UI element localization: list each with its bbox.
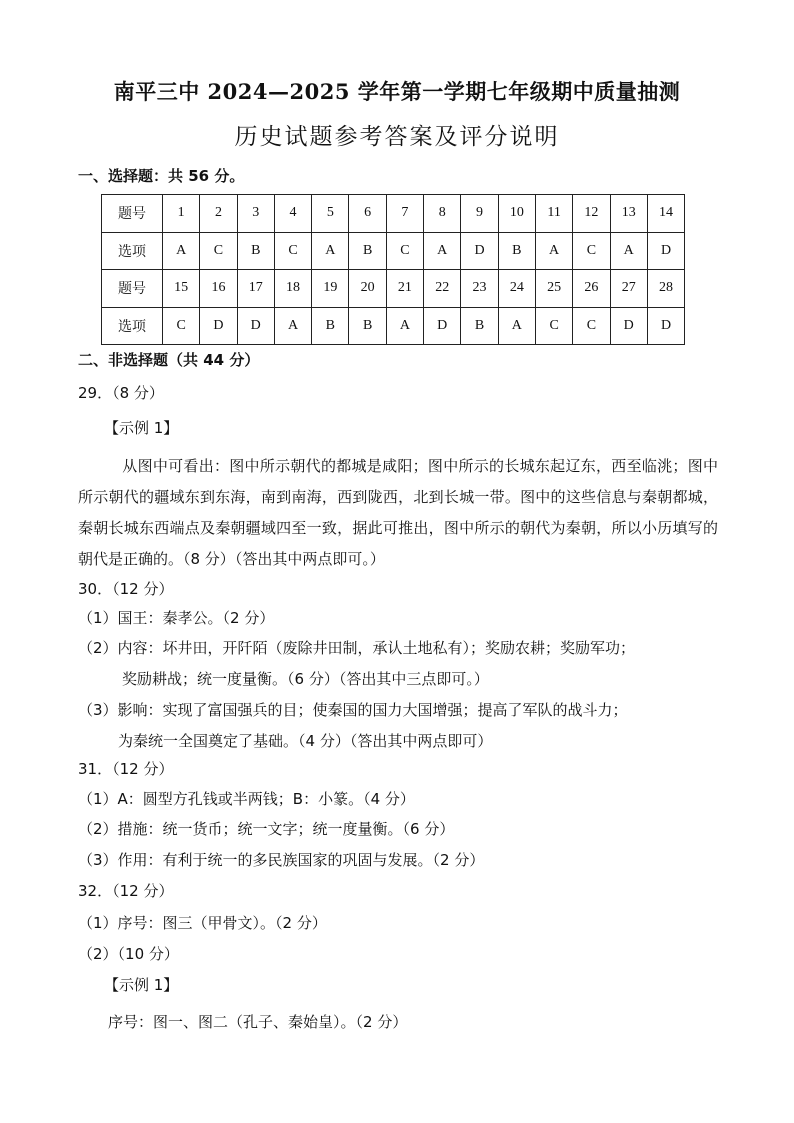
- table-cell: 6: [349, 195, 386, 233]
- table-cell: 15: [163, 270, 200, 308]
- table-cell: A: [312, 232, 349, 270]
- table-cell: 11: [535, 195, 572, 233]
- table-cell: 2: [200, 195, 237, 233]
- table-cell: C: [573, 232, 610, 270]
- table-cell-label: 题号: [102, 195, 163, 233]
- table-cell: 5: [312, 195, 349, 233]
- table-cell: 24: [498, 270, 535, 308]
- table-row: [102, 232, 685, 270]
- table-cell: D: [610, 307, 647, 345]
- table-cell: A: [163, 232, 200, 270]
- document-subtitle: 历史试题参考答案及评分说明: [234, 124, 560, 150]
- table-cell: 8: [424, 195, 461, 233]
- q30-answer-2: （2）内容：坏井田，开阡陌（废除井田制，承认土地私有）；奖励农耕；奖励军功；: [78, 639, 636, 657]
- table-cell: 25: [535, 270, 572, 308]
- q30-answer-1: （1）国王：秦孝公。（2 分）: [78, 609, 275, 627]
- q29-answer-text: 从图中可看出：图中所示朝代的都城是咸阳；图中所示的长城东起辽东，西至临洮；图中所示朝代的疆域东到东海，南到南海，西到陇西，北到长城一带。图中的这些信息与秦朝都城，秦朝长城东西端点及秦朝疆域四至一致，据此可推出，图中所示的朝代为秦朝，所以小历填写的朝代是正确的。（8 分）（答出其中两点即可。）: [78, 457, 718, 568]
- table-cell: C: [274, 232, 311, 270]
- table-cell: 13: [610, 195, 647, 233]
- table-cell-label: 选项: [102, 307, 163, 345]
- answer-table: [101, 194, 685, 345]
- q31-answer-2: （2）措施：统一货币；统一文字；统一度量衡。（6 分）: [78, 820, 455, 838]
- table-row: [102, 270, 685, 308]
- q31-heading: 31．（12 分）: [78, 760, 174, 778]
- table-cell-label: 题号: [102, 270, 163, 308]
- table-cell: 21: [386, 270, 423, 308]
- table-cell: C: [200, 232, 237, 270]
- table-cell: 17: [237, 270, 274, 308]
- table-cell: B: [461, 307, 498, 345]
- table-cell-label: 选项: [102, 232, 163, 270]
- table-cell: A: [535, 232, 572, 270]
- q32-example-label: 【示例 1】: [104, 976, 179, 994]
- table-row: [102, 195, 685, 233]
- q30-answer-3: （3）影响：实现了富国强兵的目；使秦国的国力大国增强；提高了军队的战斗力；: [78, 701, 628, 719]
- q31-answer-3: （3）作用：有利于统一的多民族国家的巩固与发展。（2 分）: [78, 851, 485, 869]
- table-cell: 27: [610, 270, 647, 308]
- table-cell: B: [349, 307, 386, 345]
- q32-heading: 32．（12 分）: [78, 882, 174, 900]
- section2-heading: 二、非选择题（共 44 分）: [78, 351, 260, 369]
- table-cell: A: [424, 232, 461, 270]
- table-cell: C: [386, 232, 423, 270]
- table-cell: A: [274, 307, 311, 345]
- document-title: 南平三中 2024—2025 学年第一学期七年级期中质量抽测: [113, 79, 681, 104]
- table-cell: 12: [573, 195, 610, 233]
- table-cell: B: [498, 232, 535, 270]
- q32-answer-3: 序号：图一、图二（孔子、秦始皇）。（2 分）: [108, 1013, 408, 1031]
- q30-heading: 30．（12 分）: [78, 580, 174, 598]
- q30-answer-3-cont: 为秦统一全国奠定了基础。（4 分）（答出其中两点即可）: [118, 732, 493, 750]
- table-cell: A: [498, 307, 535, 345]
- table-cell: D: [200, 307, 237, 345]
- table-cell: 7: [386, 195, 423, 233]
- table-cell: 16: [200, 270, 237, 308]
- table-cell: D: [647, 307, 684, 345]
- table-cell: 3: [237, 195, 274, 233]
- table-cell: D: [461, 232, 498, 270]
- table-cell: 9: [461, 195, 498, 233]
- q29-example-label: 【示例 1】: [104, 419, 179, 437]
- table-row: [102, 307, 685, 345]
- table-cell: 20: [349, 270, 386, 308]
- table-cell: 1: [163, 195, 200, 233]
- q30-answer-2-cont: 奖励耕战；统一度量衡。（6 分）（答出其中三点即可。）: [122, 670, 489, 688]
- table-cell: B: [312, 307, 349, 345]
- table-cell: 18: [274, 270, 311, 308]
- table-cell: 22: [424, 270, 461, 308]
- table-cell: 10: [498, 195, 535, 233]
- table-cell: B: [237, 232, 274, 270]
- table-cell: 23: [461, 270, 498, 308]
- table-cell: D: [424, 307, 461, 345]
- table-cell: 14: [647, 195, 684, 233]
- table-cell: A: [386, 307, 423, 345]
- table-cell: C: [535, 307, 572, 345]
- table-cell: 26: [573, 270, 610, 308]
- table-cell: D: [237, 307, 274, 345]
- table-cell: C: [163, 307, 200, 345]
- section1-heading: 一、选择题：共 56 分。: [78, 167, 245, 185]
- q29-heading: 29．（8 分）: [78, 384, 164, 402]
- q32-answer-2: （2）（10 分）: [78, 945, 179, 963]
- table-cell: 28: [647, 270, 684, 308]
- table-cell: B: [349, 232, 386, 270]
- table-cell: 19: [312, 270, 349, 308]
- table-cell: C: [573, 307, 610, 345]
- table-cell: A: [610, 232, 647, 270]
- table-cell: D: [647, 232, 684, 270]
- q32-answer-1: （1）序号：图三（甲骨文）。（2 分）: [78, 914, 327, 932]
- q29-answer-paragraph: [78, 451, 718, 575]
- q31-answer-1: （1）A：圆型方孔钱或半两钱；B：小篆。（4 分）: [78, 790, 415, 808]
- table-cell: 4: [274, 195, 311, 233]
